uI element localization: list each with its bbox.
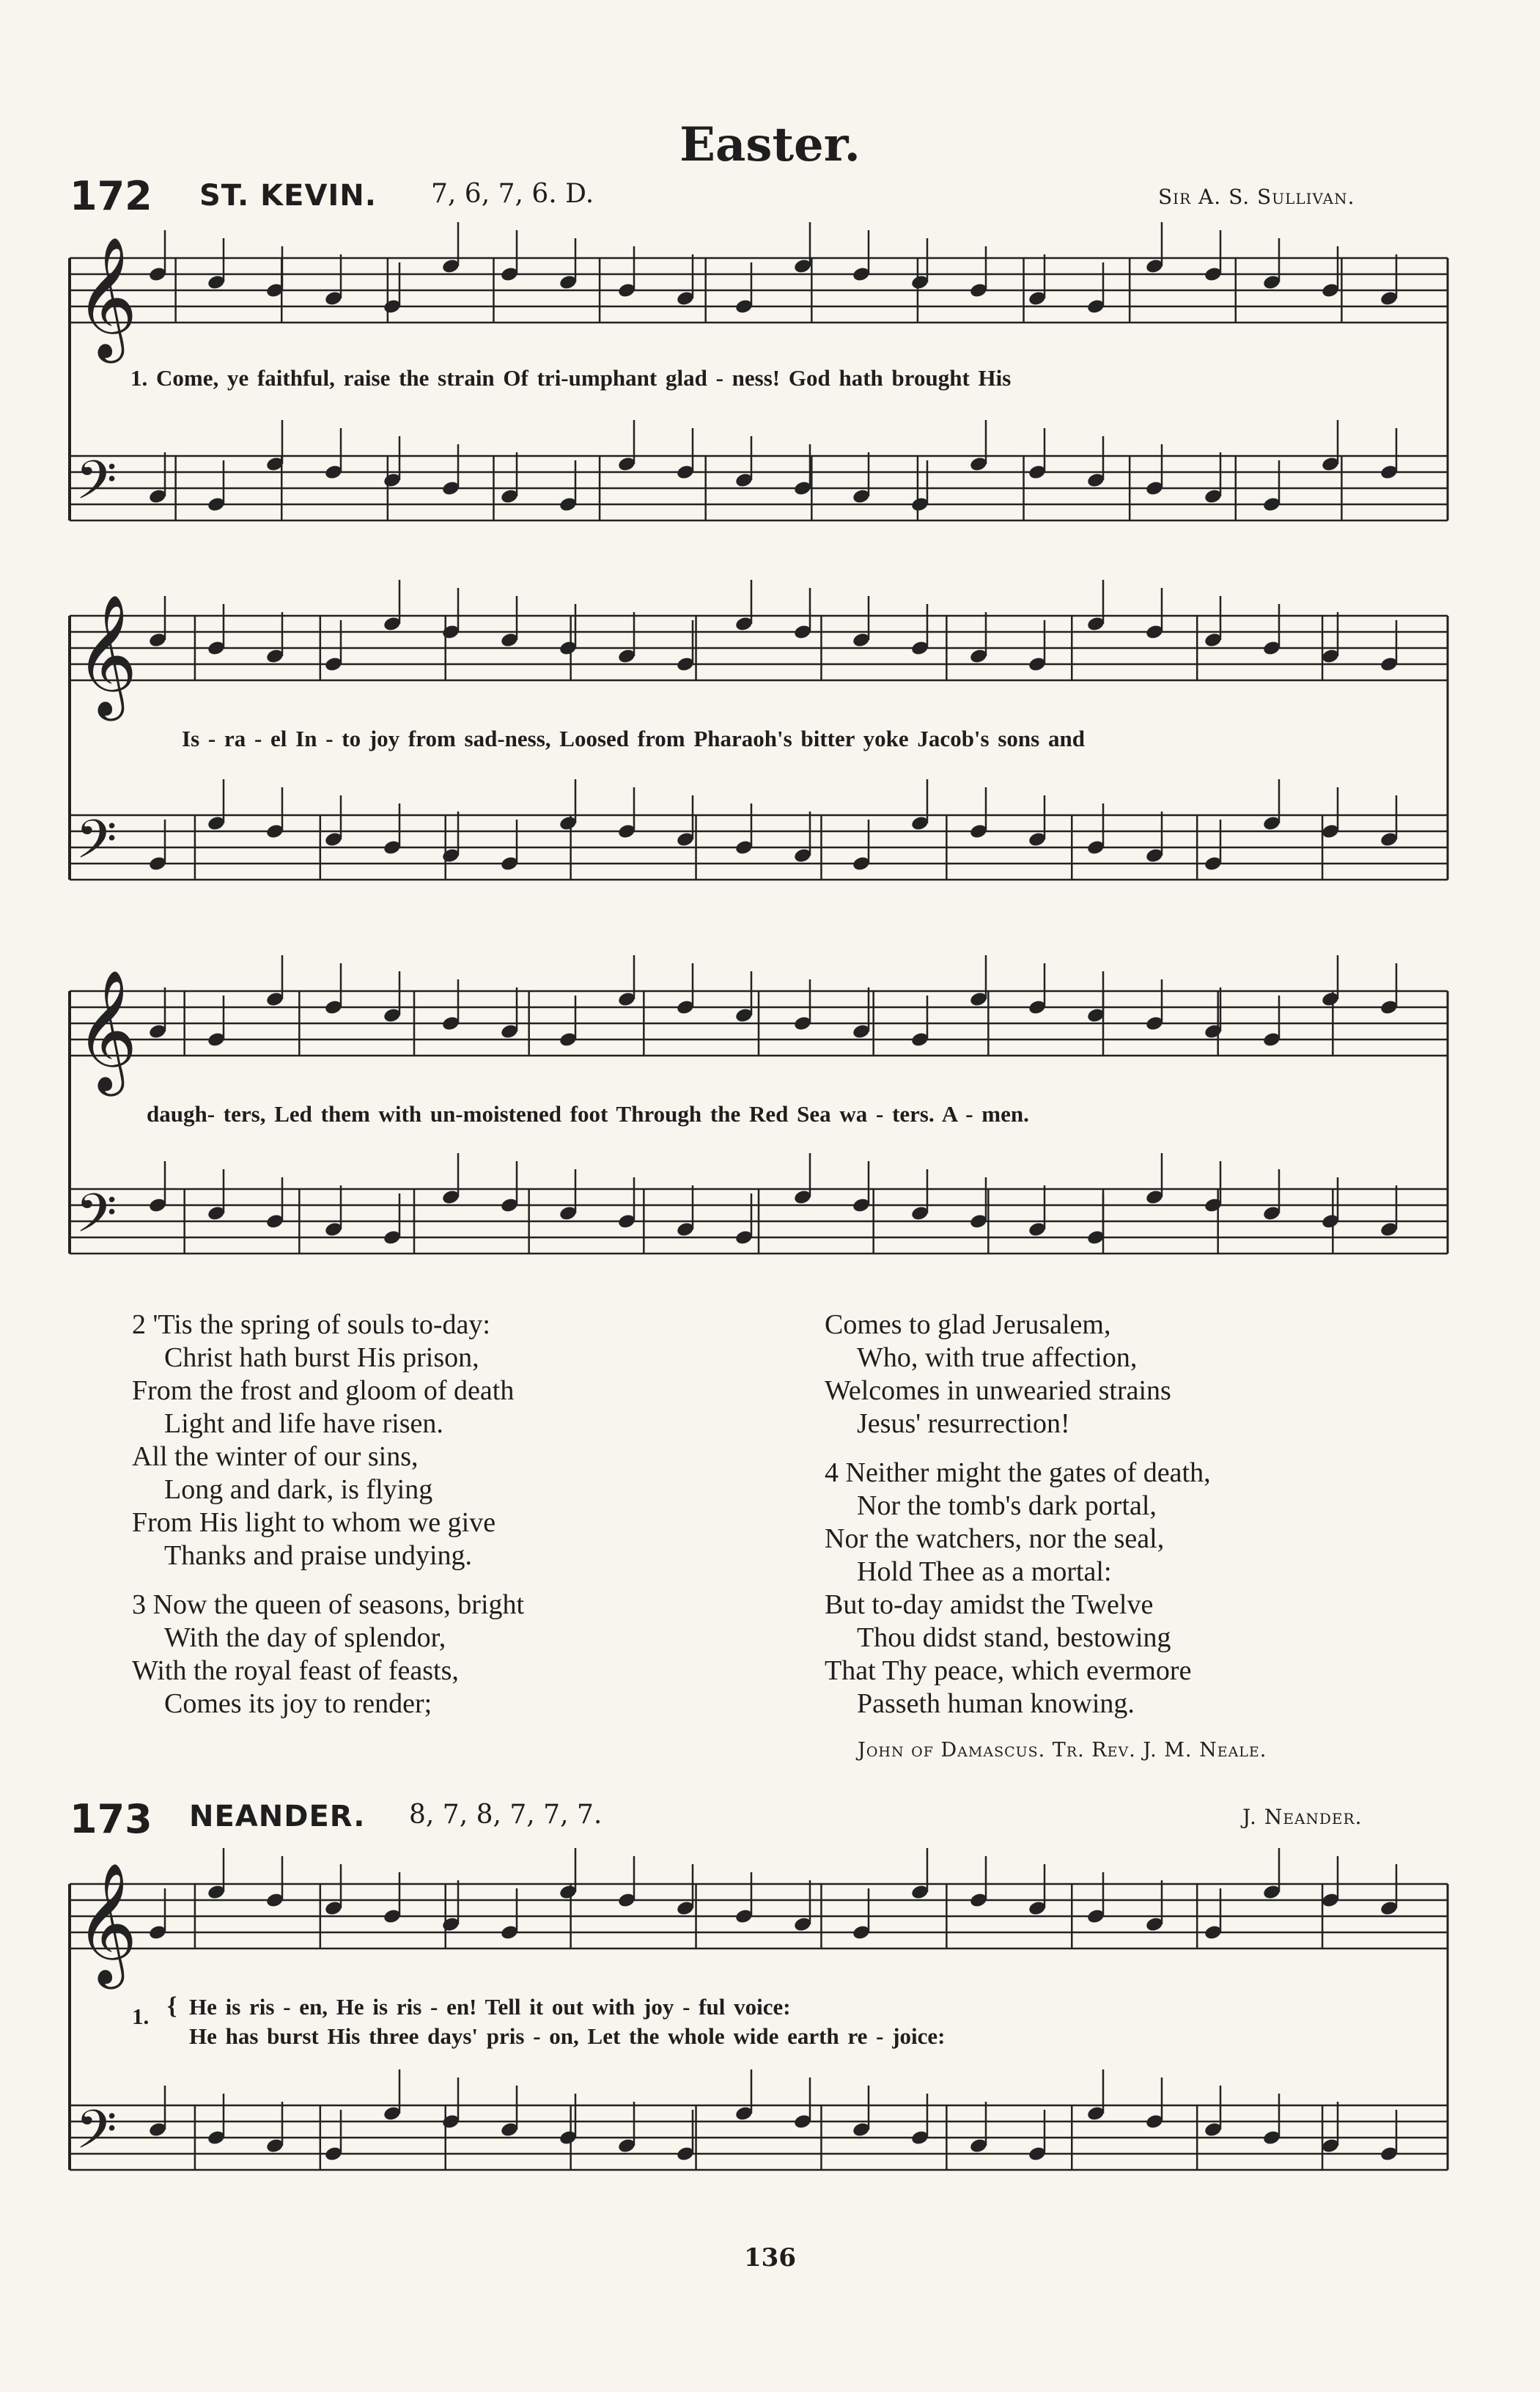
verse-4 [825, 1457, 1211, 1721]
verse-line: But to-day amidst the Twelve [825, 1589, 1154, 1620]
verse-line: Who, with true affection, [857, 1342, 1138, 1373]
verse-3 [132, 1589, 524, 1721]
brace-left: { [167, 1992, 177, 2020]
verses-left-column [132, 1309, 524, 1737]
verse-line: Passeth human knowing. [857, 1688, 1135, 1719]
verse-line: 2 'Tis the spring of souls to-day: [132, 1309, 490, 1340]
verse-line: Nor the watchers, nor the seal, [825, 1523, 1165, 1554]
verse-line: 4 Neither might the gates of death, [825, 1457, 1211, 1488]
attribution-172: John of Damascus. Tr. Rev. J. M. Neale. [858, 1739, 1267, 1762]
tune-name-172: ST. KEVIN. [199, 179, 377, 213]
verses-right-column [825, 1309, 1211, 1737]
composer-173: J. Neander. [1242, 1805, 1363, 1829]
verse-2 [132, 1309, 524, 1572]
verse-number-173: 1. [132, 2003, 150, 2029]
tune-name-173: NEANDER. [189, 1800, 366, 1833]
verse-line: Thanks and praise undying. [164, 1540, 473, 1571]
hymn-number-172: 172 [70, 173, 152, 219]
clef-icon: 𝄢 [75, 1182, 117, 1257]
verse-line: That Thy peace, which evermore [825, 1655, 1192, 1686]
clef-icon: 𝄞 [75, 968, 138, 1091]
lyrics-172-line-2: Is - ra - el In - to joy from sad-ness, Loosed from Pharaoh's bitter yoke Jacob's sons and [182, 726, 1085, 751]
lyrics-173-line-2: He has burst His three days' pris - on, Let the whole wide earth re - joice: [189, 2023, 946, 2049]
lyrics-172-line-3: daugh- ters, Led them with un-moistened foot Through the Red Sea wa - ters. A - men. [147, 1101, 1029, 1127]
verse-line: Long and dark, is flying [164, 1474, 433, 1505]
meter-173: 8, 7, 8, 7, 7, 7. [409, 1800, 603, 1830]
verse-line: With the day of splendor, [164, 1622, 446, 1653]
verse-line: Nor the tomb's dark portal, [857, 1490, 1157, 1521]
meter-172: 7, 6, 7, 6. D. [431, 179, 594, 209]
composer-172: Sir A. S. Sullivan. [1158, 185, 1355, 209]
clef-icon: 𝄢 [75, 808, 117, 883]
clef-icon: 𝄞 [75, 1861, 138, 1984]
verse-line: Welcomes in unwearied strains [825, 1375, 1171, 1406]
verse-line: Comes to glad Jerusalem, [825, 1309, 1111, 1340]
clef-icon: 𝄢 [75, 449, 117, 524]
lyrics-173-line-1: He is ris - en, He is ris - en! Tell it out with joy - ful voice: [189, 1994, 791, 2020]
page-number: 136 [744, 2243, 796, 2273]
verse-3-continued [825, 1309, 1211, 1440]
verse-line: Hold Thee as a mortal: [857, 1556, 1112, 1587]
verse-line: Thou didst stand, bestowing [857, 1622, 1171, 1653]
verse-line: Christ hath burst His prison, [164, 1342, 479, 1373]
hymn-number-173: 173 [70, 1796, 152, 1842]
clef-icon: 𝄞 [75, 593, 138, 715]
verse-line: Comes its joy to render; [164, 1688, 432, 1719]
verse-line: Light and life have risen. [164, 1408, 443, 1439]
verse-line: Jesus' resurrection! [857, 1408, 1070, 1439]
verse-line: From the frost and gloom of death [132, 1375, 515, 1406]
verse-line: All the winter of our sins, [132, 1441, 419, 1472]
clef-icon: 𝄢 [75, 2098, 117, 2174]
verse-line: With the royal feast of feasts, [132, 1655, 459, 1686]
verse-line: 3 Now the queen of seasons, bright [132, 1589, 525, 1620]
verse-line: From His light to whom we give [132, 1507, 496, 1538]
section-title: Easter. [679, 117, 861, 172]
lyrics-172-line-1: 1. Come, ye faithful, raise the strain Of tri-umphant glad - ness! God hath brought His [130, 365, 1012, 391]
clef-icon: 𝄞 [75, 235, 138, 358]
